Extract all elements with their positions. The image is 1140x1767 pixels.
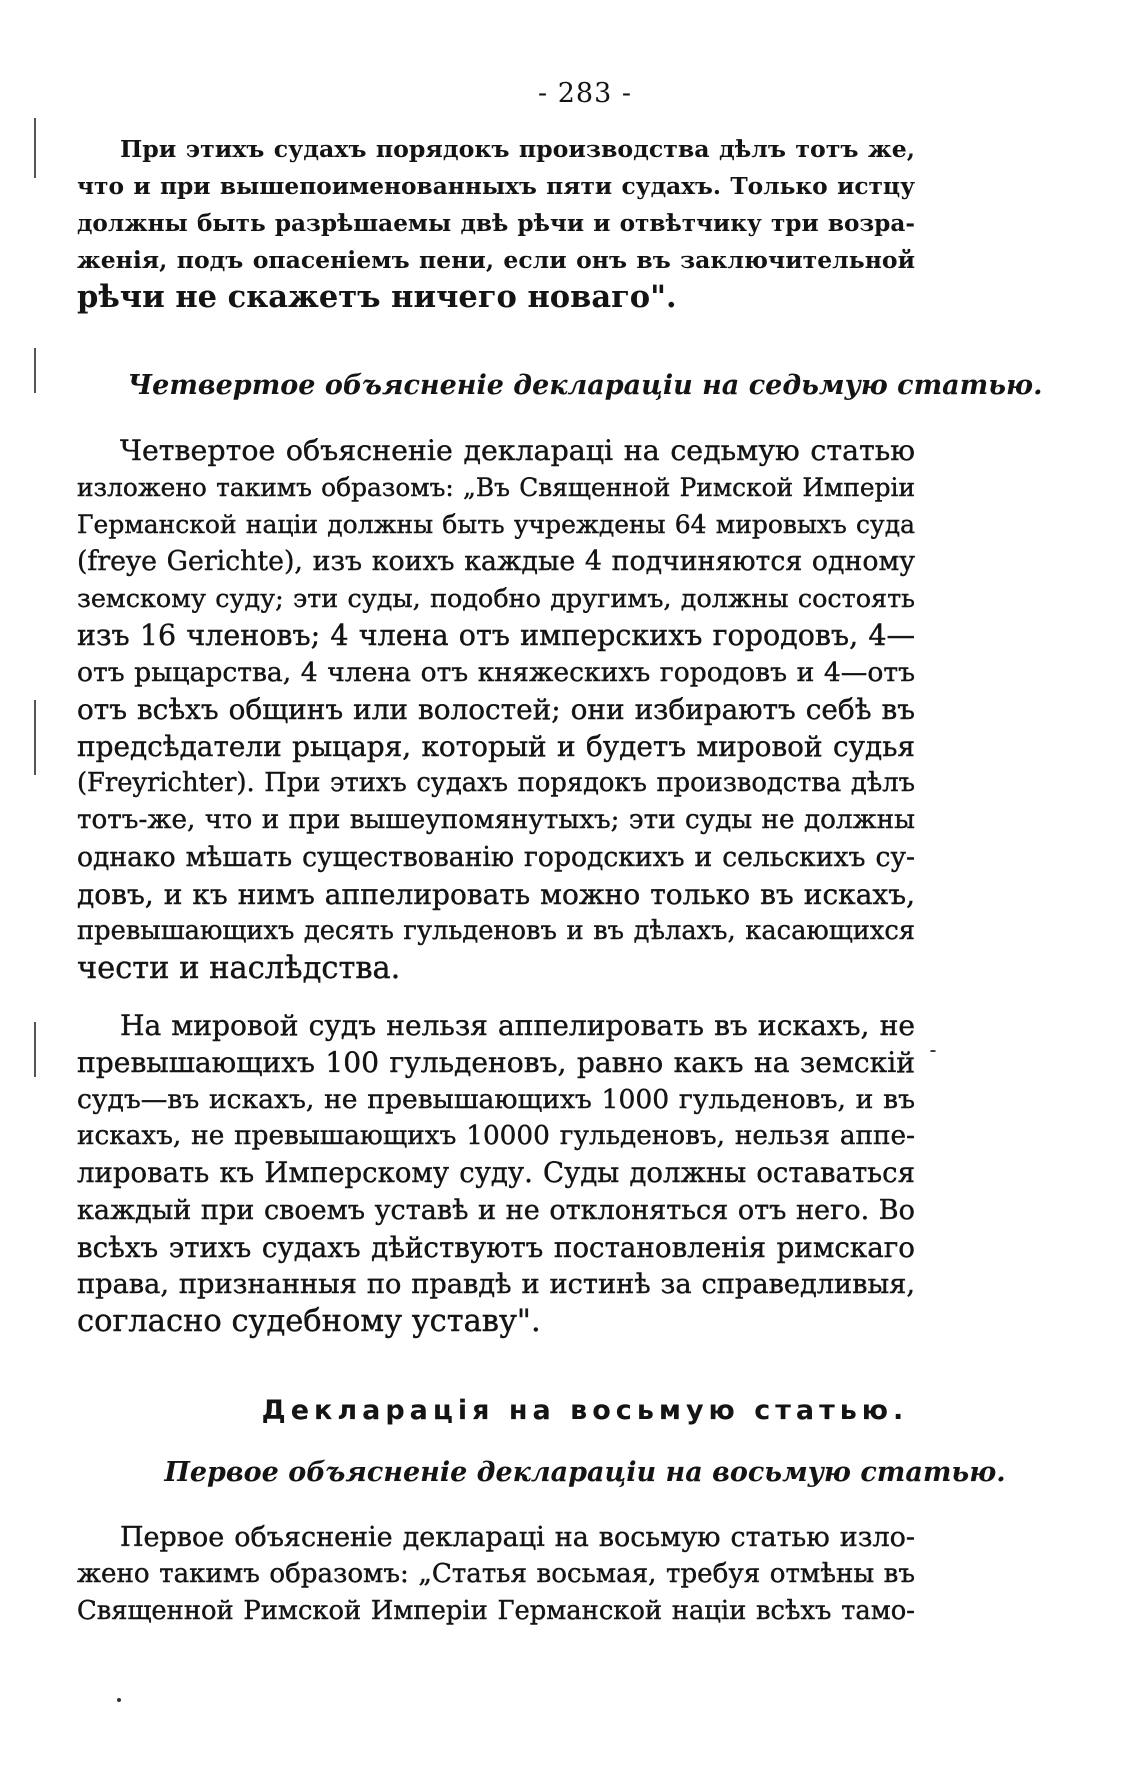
text-line: лировать къ Имперскому суду. Суды должны оставаться bbox=[77, 1157, 915, 1189]
scan-margin-mark bbox=[34, 1022, 36, 1077]
text-line: согласно судебному уставу". bbox=[77, 1304, 541, 1339]
paragraph-2 bbox=[77, 432, 915, 987]
text-line: довъ, и къ нимъ аппелировать можно только въ искахъ, bbox=[77, 878, 915, 911]
text-line: всѣхъ этихъ судахъ дѣйствуютъ постановленія римскаго bbox=[77, 1231, 915, 1264]
text-line: должны быть разрѣшаемы двѣ рѣчи и отвѣтчику три возра- bbox=[77, 210, 915, 237]
page-number: - 283 - bbox=[538, 78, 632, 109]
text-line: Четвертое объясненіе деклараці на седьмую статью bbox=[120, 434, 915, 467]
section-heading-eighth-article: Декларація на восьмую статью. bbox=[261, 1395, 909, 1426]
text-line: тотъ-же, что и при вышеупомянутыхъ; эти суды не должны bbox=[77, 805, 915, 835]
text-line: чести и наслѣдства. bbox=[77, 951, 401, 986]
subheading-seventh-article: Четвертое объясненіе деклараціи на седьмую статью. bbox=[127, 370, 1043, 401]
scan-margin-mark bbox=[34, 118, 36, 178]
scan-speck bbox=[117, 1698, 121, 1702]
paragraph-1 bbox=[77, 131, 915, 316]
text-line: судъ—въ искахъ, не превышающихъ 1000 гульденовъ, и въ bbox=[77, 1084, 915, 1115]
text-line: изъ 16 членовъ; 4 члена отъ имперскихъ городовъ, 4— bbox=[77, 619, 915, 652]
text-line: каждый при своемъ уставѣ и не отклоняться отъ него. Во bbox=[77, 1195, 915, 1226]
text-line: превышающихъ десять гульденовъ и въ дѣлахъ, касающихся bbox=[77, 916, 915, 946]
text-line: женія, подъ опасеніемъ пени, если онъ въ заключительной bbox=[77, 246, 915, 274]
text-line: Первое объясненіе деклараці на восьмую статью изло- bbox=[120, 1522, 915, 1553]
text-line: Священной Римской Имперіи Германской націи всѣхъ тамо- bbox=[77, 1596, 915, 1626]
text-line: жено такимъ образомъ: „Статья восьмая, требуя отмѣны въ bbox=[77, 1559, 915, 1589]
text-line: отъ рыцарства, 4 члена отъ княжескихъ городовъ и 4—отъ bbox=[77, 657, 915, 688]
text-line: (Freyrichter). При этихъ судахъ порядокъ производства дѣлъ bbox=[77, 768, 915, 798]
text-line: предсѣдатели рыцаря, который и будетъ мировой судья bbox=[77, 730, 915, 763]
text-line: однако мѣшать существованію городскихъ и сельскихъ су- bbox=[77, 842, 915, 873]
text-line: права, признанныя по правдѣ и истинѣ за справедливыя, bbox=[77, 1269, 915, 1300]
text-line: искахъ, не превышающихъ 10000 гульденовъ, нельзя аппе- bbox=[77, 1121, 915, 1151]
text-line: (freye Gerichte), изъ коихъ каждые 4 подчиняются одному bbox=[77, 546, 915, 577]
text-line: рѣчи не скажетъ ничего новаго". bbox=[77, 279, 677, 315]
text-line: На мировой судъ нельзя аппелировать въ искахъ, не bbox=[120, 1009, 915, 1042]
paragraph-4 bbox=[77, 1519, 915, 1630]
scan-margin-mark bbox=[34, 700, 36, 775]
text-line: земскому суду; эти суды, подобно другимъ, должны состоять bbox=[77, 583, 915, 613]
paragraph-3 bbox=[77, 1007, 915, 1340]
subheading-eighth-article: Первое объясненіе деклараціи на восьмую статью. bbox=[164, 1457, 1006, 1488]
scan-speck bbox=[930, 1050, 936, 1052]
text-line: отъ всѣхъ общинъ или волостей; они избираютъ себѣ въ bbox=[77, 693, 915, 726]
text-line: превышающихъ 100 гульденовъ, равно какъ на земскій bbox=[77, 1046, 915, 1079]
text-line: Германской націи должны быть учреждены 64 мировыхъ суда bbox=[77, 510, 915, 539]
text-line: При этихъ судахъ порядокъ производства дѣлъ тотъ же, bbox=[120, 135, 915, 163]
text-line: изложено такимъ образомъ: „Въ Священной Римской Имперіи bbox=[77, 473, 915, 502]
text-line: что и при вышепоименованныхъ пяти судахъ. Только истцу bbox=[77, 173, 915, 200]
